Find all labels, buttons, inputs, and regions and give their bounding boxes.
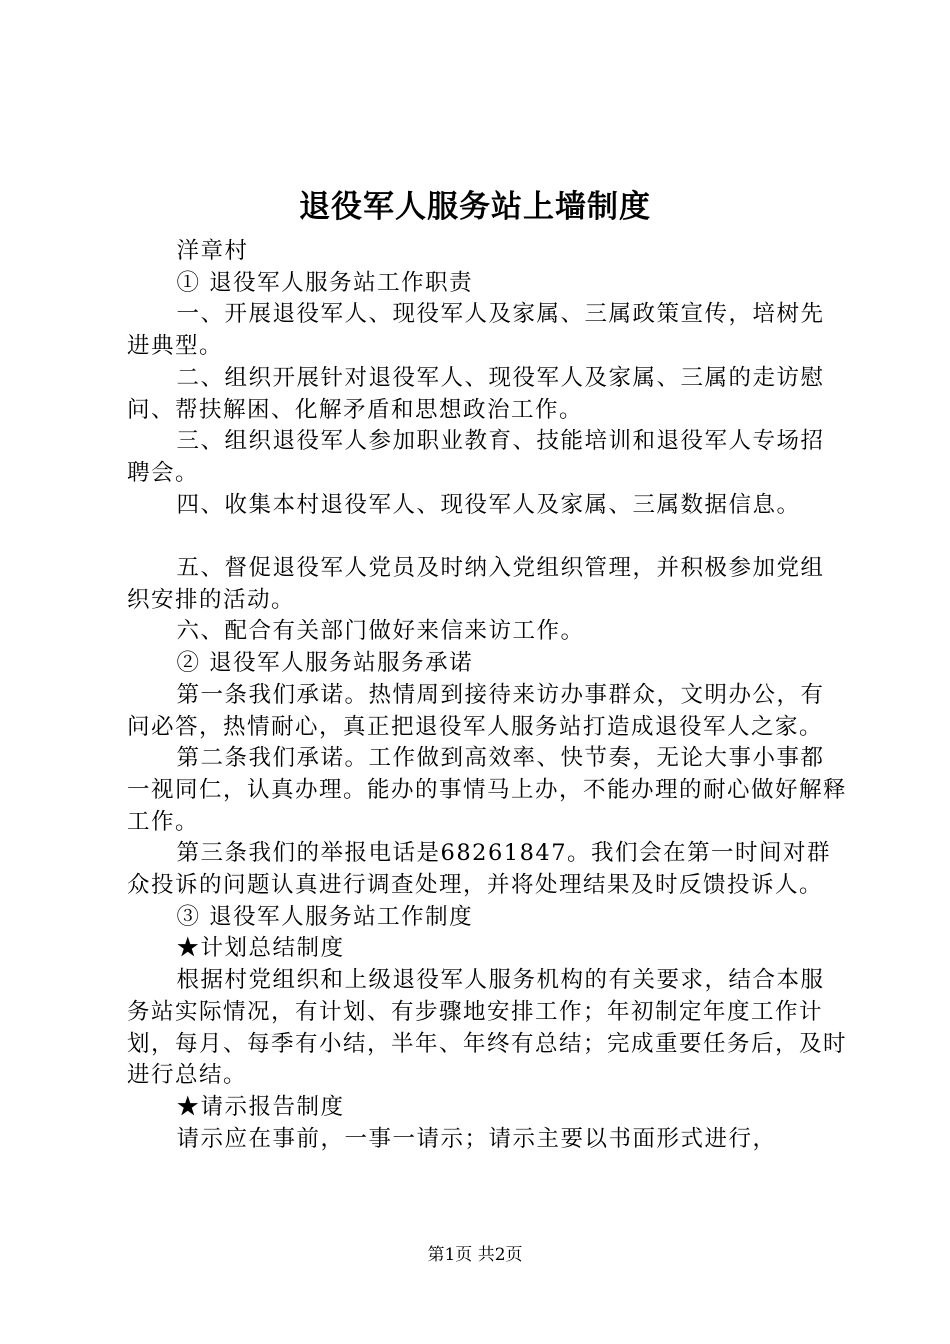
duty-item-4: 四、收集本村退役军人、现役军人及家属、三属数据信息。 [176, 491, 801, 518]
duty-item-1: 一、开展退役军人、现役军人及家属、三属政策宣传，培树先进典型。 [127, 301, 825, 360]
commitment-article-3: 第三条我们的举报电话是68261847。我们会在第一时间对群众投诉的问题认真进行调查处理，并将处理结果及时反馈投诉人。 [127, 840, 832, 899]
duty-item-3: 三、组织退役军人参加职业教育、技能培训和退役军人专场招聘会。 [127, 428, 825, 486]
rule-text-request-report: 请示应在事前，一事一请示；请示主要以书面形式进行， [176, 1125, 777, 1152]
section-heading-duties: ① 退役军人服务站工作职责 [176, 269, 474, 296]
page-footer: 第1页 共2页 [427, 1245, 523, 1265]
section-heading-commitment: ② 退役军人服务站服务承诺 [176, 650, 474, 677]
rule-heading-request-report: ★请示报告制度 [176, 1093, 345, 1120]
document-body [127, 236, 847, 1155]
rule-text-plan-summary: 根据村党组织和上级退役军人服务机构的有关要求，结合本服务站实际情况，有计划、有步骤地安排工作；年初制定年度工作计划，每月、每季有小结，半年、年终有总结；完成重要任务后，及时进行总结。 [127, 967, 848, 1089]
section-heading-rules: ③ 退役军人服务站工作制度 [176, 903, 474, 930]
duty-item-6: 六、配合有关部门做好来信来访工作。 [176, 618, 585, 645]
commitment-article-2: 第二条我们承诺。工作做到高效率、快节奏，无论大事小事都一视同仁，认真办理。能办的事情马上办，不能办理的耐心做好解释工作。 [127, 745, 848, 835]
duty-item-5: 五、督促退役军人党员及时纳入党组织管理，并积极参加党组织安排的活动。 [127, 555, 825, 613]
rule-heading-plan-summary: ★计划总结制度 [176, 935, 345, 962]
document-title: 退役军人服务站上墙制度 [299, 189, 651, 225]
blank-line [127, 521, 847, 553]
village-name: 洋章村 [176, 238, 249, 264]
duty-item-2: 二、组织开展针对退役军人、现役军人及家属、三属的走访慰问、帮扶解困、化解矛盾和思想政治工作。 [127, 364, 825, 423]
commitment-article-1: 第一条我们承诺。热情周到接待来访办事群众，文明办公，有问必答，热情耐心，真正把退役军人服务站打造成退役军人之家。 [127, 681, 825, 740]
